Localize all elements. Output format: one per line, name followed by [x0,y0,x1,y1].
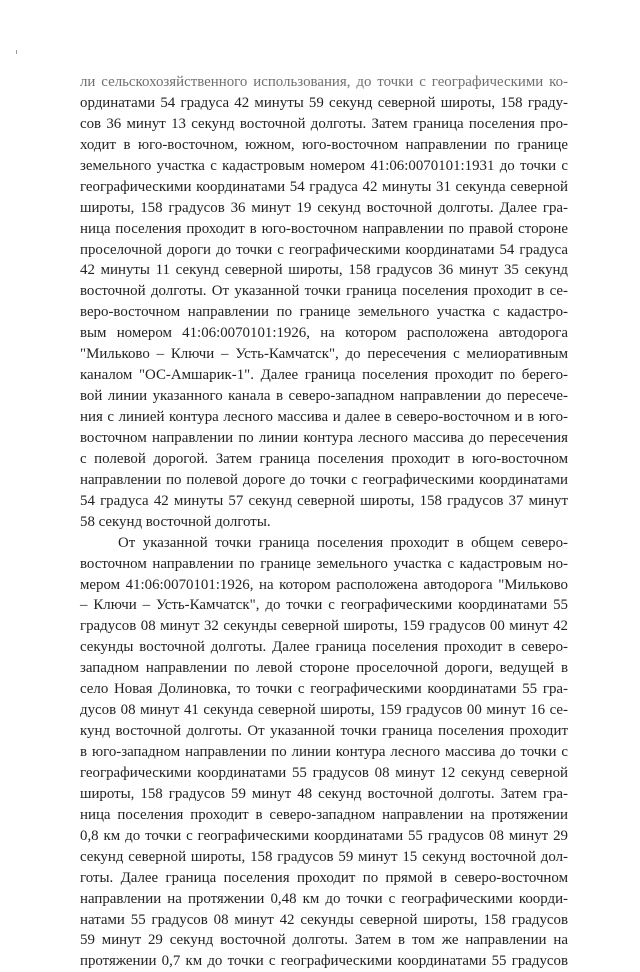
text-line: 54 градуса 42 минуты 57 секунд северной широты, 158 градусов 37 минут [80,492,568,509]
text-line: "Мильково – Ключи – Усть-Камчатск", до пересечения с мелиоративным [80,346,568,363]
text-line: вой линии указанного канала в северо-западном направлении до пересече- [80,388,568,405]
text-line: западном направлении по левой стороне проселочной дороги, ведущей в [80,660,568,677]
text-line: готы. Далее граница поселения проходит по прямой в северо-восточном [80,869,568,886]
text-line: секунды восточной долготы. Далее граница поселения проходит в северо- [80,639,568,656]
text-line: сов 36 минут 13 секунд восточной долготы. Затем граница поселения про- [80,115,568,132]
text-line: географическими координатами 55 градусов 08 минут 12 секунд северной [80,764,568,781]
text-line: в юго-западном направлении по линии контура лесного массива до точки с [80,744,568,760]
text-line: ходит в юго-восточном, южном, юго-восточном направлении по границе [80,136,568,153]
paragraph-start-line: От указанной точки граница поселения проходит в общем северо- [118,534,568,551]
text-line: дусов 08 минут 41 секунда северной широты, 159 градусов 00 минут 16 се- [80,702,568,719]
text-line: 0,8 км до точки с географическими координатами 55 градусов 08 минут 29 [80,827,568,844]
paragraph-end-line: 58 секунд восточной долготы. [80,513,271,530]
text-line: направлении по полевой дороге до точки с географическими координатами [80,471,568,488]
text-line: географическими координатами 54 градуса 42 минуты 31 секунда северной [80,178,568,195]
text-line: протяжении 0,7 км до точки с географическими координатами 55 градусов [80,953,568,970]
text-line: с полевой дорогой. Затем граница поселения проходит в юго-восточном [80,450,568,467]
text-line: каналом "ОС-Амшарик-1". Далее граница поселения проходит по берего- [80,367,568,384]
text-line: земельного участка с кадастровым номером 41:06:0070101:1931 до точки с [80,157,568,174]
text-line: восточном направлении по линии контура лесного массива до пересечения [80,429,568,446]
text-line: веро-восточном направлении по границе земельного участка с кадастро- [80,304,568,321]
text-line: ница поселения проходит в северо-западном направлении на протяжении [80,806,568,823]
text-line: 42 минуты 11 секунд северной широты, 158 градусов 36 минут 35 секунд [80,262,568,279]
text-line: ординатами 54 градуса 42 минуты 59 секунд северной широты, 158 граду- [80,94,568,111]
text-line: натами 55 градусов 08 минут 42 секунды северной широты, 158 градусов [80,911,568,928]
text-line: широты, 158 градусов 59 минут 48 секунд восточной долготы. Затем гра- [80,785,568,802]
text-line: градусов 08 минут 32 секунды северной широты, 159 градусов 00 минут 42 [80,618,568,635]
text-line: село Новая Долиновка, то точки с географическими координатами 55 гра- [80,681,568,698]
text-line: восточной долготы. От указанной точки граница поселения проходит в се- [80,283,568,300]
text-line: направлении на протяжении 0,48 км до точки с географическими коорди- [80,890,568,907]
text-line: ли сельскохозяйственного использования, до точки с географическими ко- [80,74,568,90]
text-line: ния с линией контура лесного массива и далее в северо-восточном и в юго- [80,409,568,425]
text-line: 59 минут 29 секунд восточной долготы. Затем в том же направлении на [80,932,568,949]
margin-mark [16,50,17,54]
text-line: восточном направлении по границе земельного участка с кадастровым но- [80,555,568,572]
text-line: ница поселения проходит в юго-восточном направлении по правой стороне [80,220,568,237]
text-line: – Ключи – Усть-Камчатск", до точки с географическими координатами 55 [80,597,568,614]
body-text [80,72,568,972]
text-line: секунд северной широты, 158 градусов 59 минут 15 секунд восточной дол- [80,848,568,865]
text-line: мером 41:06:0070101:1926, на котором расположена автодорога "Мильково [80,576,568,593]
text-line: кунд восточной долготы. От указанной точки граница поселения проходит [80,723,568,740]
text-line: проселочной дороги до точки с географическими координатами 54 градуса [80,241,568,258]
text-line: вым номером 41:06:0070101:1926, на котором расположена автодорога [80,325,568,342]
text-line: широты, 158 градусов 36 минут 19 секунд восточной долготы. Далее гра- [80,199,568,216]
